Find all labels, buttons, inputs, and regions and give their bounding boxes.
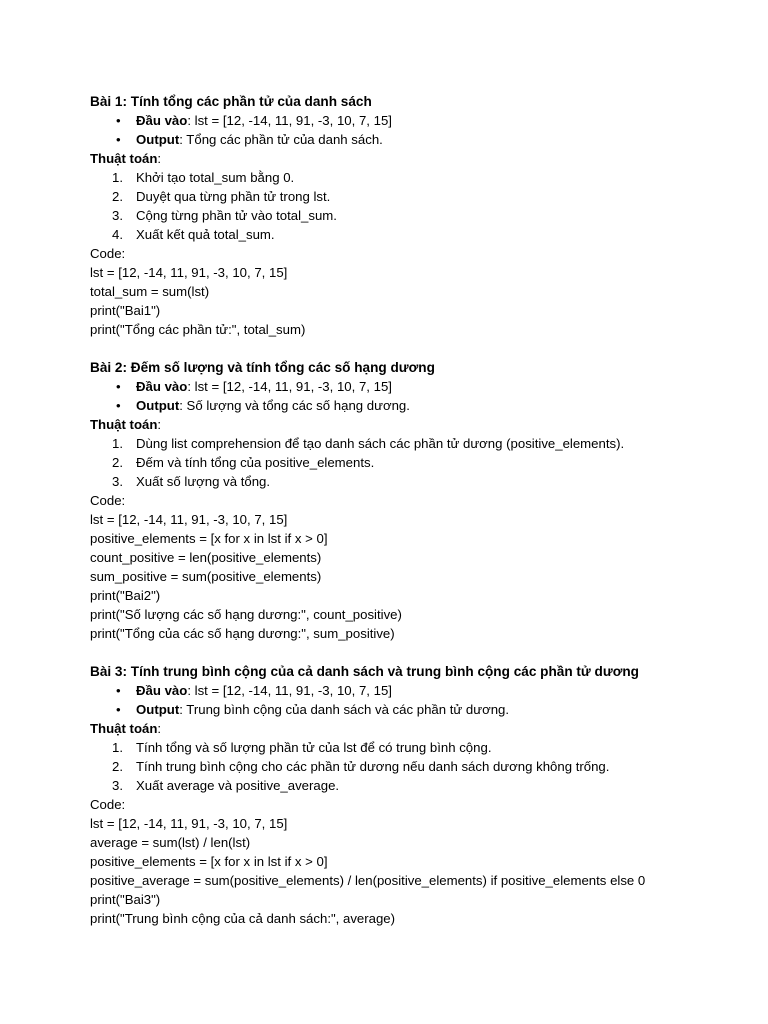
step-number: 3. (112, 778, 123, 793)
code-line: positive_elements = [x for x in lst if x > 0] (90, 854, 328, 869)
step-text: Xuất kết quả total_sum. (136, 227, 275, 242)
input-item (90, 111, 740, 130)
code-line: print("Bai3") (90, 892, 161, 907)
code-line: count_positive = len(positive_elements) (90, 550, 322, 565)
step-text: Khởi tạo total_sum bằng 0. (136, 170, 295, 185)
code-block (90, 510, 740, 643)
algorithm-label (90, 149, 740, 168)
code-line: print("Bai2") (90, 588, 161, 603)
input-label: Đầu vào (136, 113, 188, 128)
code-block (90, 814, 740, 928)
algorithm-steps (90, 434, 740, 491)
step-number: 2. (112, 455, 123, 470)
output-item (90, 700, 740, 719)
algorithm-step (90, 434, 740, 453)
input-text: : lst = [12, -14, 11, 91, -3, 10, 7, 15] (187, 379, 392, 394)
code-line: lst = [12, -14, 11, 91, -3, 10, 7, 15] (90, 816, 288, 831)
algorithm-label-text: Thuật toán (90, 417, 158, 432)
code-line: print("Tổng các phần tử:", total_sum) (90, 322, 306, 337)
output-text: : Tổng các phần tử của danh sách. (179, 132, 383, 147)
code-line: lst = [12, -14, 11, 91, -3, 10, 7, 15] (90, 265, 288, 280)
algorithm-step (90, 472, 740, 491)
code-line: positive_average = sum(positive_elements) / len(positive_elements) if positive_elements else 0 (90, 873, 646, 888)
exercise-section (90, 358, 740, 643)
code-line: average = sum(lst) / len(lst) (90, 835, 251, 850)
output-label: Output (136, 132, 180, 147)
step-number: 2. (112, 759, 123, 774)
code-label: Code: (90, 797, 126, 812)
step-text: Xuất average và positive_average. (136, 778, 340, 793)
code-line: positive_elements = [x for x in lst if x > 0] (90, 531, 328, 546)
exercise-heading: Bài 3: Tính trung bình cộng của cả danh sách và trung bình cộng các phần tử dương (90, 664, 639, 679)
step-number: 2. (112, 189, 123, 204)
output-text: : Số lượng và tổng các số hạng dương. (179, 398, 410, 413)
code-line: print("Tổng của các số hạng dương:", sum_positive) (90, 626, 395, 641)
code-line: sum_positive = sum(positive_elements) (90, 569, 322, 584)
code-label: Code: (90, 493, 126, 508)
algorithm-steps (90, 738, 740, 795)
step-number: 3. (112, 208, 123, 223)
step-text: Dùng list comprehension để tạo danh sách các phần tử dương (positive_elements). (136, 436, 625, 451)
step-text: Cộng từng phần tử vào total_sum. (136, 208, 337, 223)
algorithm-step (90, 757, 740, 776)
code-line: lst = [12, -14, 11, 91, -3, 10, 7, 15] (90, 512, 288, 527)
input-text: : lst = [12, -14, 11, 91, -3, 10, 7, 15] (187, 683, 392, 698)
io-list (90, 681, 740, 719)
algorithm-label (90, 415, 740, 434)
output-text: : Trung bình cộng của danh sách và các phần tử dương. (179, 702, 510, 717)
output-label: Output (136, 398, 180, 413)
input-label: Đầu vào (136, 379, 188, 394)
algorithm-label-colon: : (157, 721, 162, 736)
step-text: Xuất số lượng và tổng. (136, 474, 271, 489)
code-line: print("Bai1") (90, 303, 161, 318)
io-list (90, 111, 740, 149)
step-number: 1. (112, 740, 123, 755)
step-number: 4. (112, 227, 123, 242)
step-text: Duyệt qua từng phần tử trong lst. (136, 189, 331, 204)
exercise-section (90, 92, 740, 339)
algorithm-label-colon: : (157, 151, 162, 166)
algorithm-step (90, 168, 740, 187)
algorithm-step (90, 206, 740, 225)
exercise-section (90, 662, 740, 928)
io-list (90, 377, 740, 415)
output-item (90, 130, 740, 149)
algorithm-label-text: Thuật toán (90, 151, 158, 166)
code-line: print("Trung bình cộng của cả danh sách:", average) (90, 911, 396, 926)
code-line: total_sum = sum(lst) (90, 284, 210, 299)
input-item (90, 377, 740, 396)
algorithm-step (90, 738, 740, 757)
code-label: Code: (90, 246, 126, 261)
exercise-heading: Bài 1: Tính tổng các phần tử của danh sách (90, 94, 372, 109)
output-label: Output (136, 702, 180, 717)
step-number: 1. (112, 436, 123, 451)
step-number: 3. (112, 474, 123, 489)
input-text: : lst = [12, -14, 11, 91, -3, 10, 7, 15] (187, 113, 392, 128)
code-line: print("Số lượng các số hạng dương:", count_positive) (90, 607, 402, 622)
algorithm-step (90, 225, 740, 244)
output-item (90, 396, 740, 415)
algorithm-label-colon: : (157, 417, 162, 432)
step-text: Tính tổng và số lượng phần tử của lst để có trung bình cộng. (136, 740, 492, 755)
algorithm-step (90, 187, 740, 206)
algorithm-step (90, 453, 740, 472)
input-item (90, 681, 740, 700)
code-block (90, 263, 740, 339)
exercise-heading: Bài 2: Đếm số lượng và tính tổng các số hạng dương (90, 360, 435, 375)
step-text: Đếm và tính tổng của positive_elements. (136, 455, 375, 470)
algorithm-label (90, 719, 740, 738)
document-body (90, 92, 740, 928)
step-text: Tính trung bình cộng cho các phần tử dương nếu danh sách dương không trống. (136, 759, 610, 774)
algorithm-step (90, 776, 740, 795)
input-label: Đầu vào (136, 683, 188, 698)
algorithm-steps (90, 168, 740, 244)
algorithm-label-text: Thuật toán (90, 721, 158, 736)
step-number: 1. (112, 170, 123, 185)
